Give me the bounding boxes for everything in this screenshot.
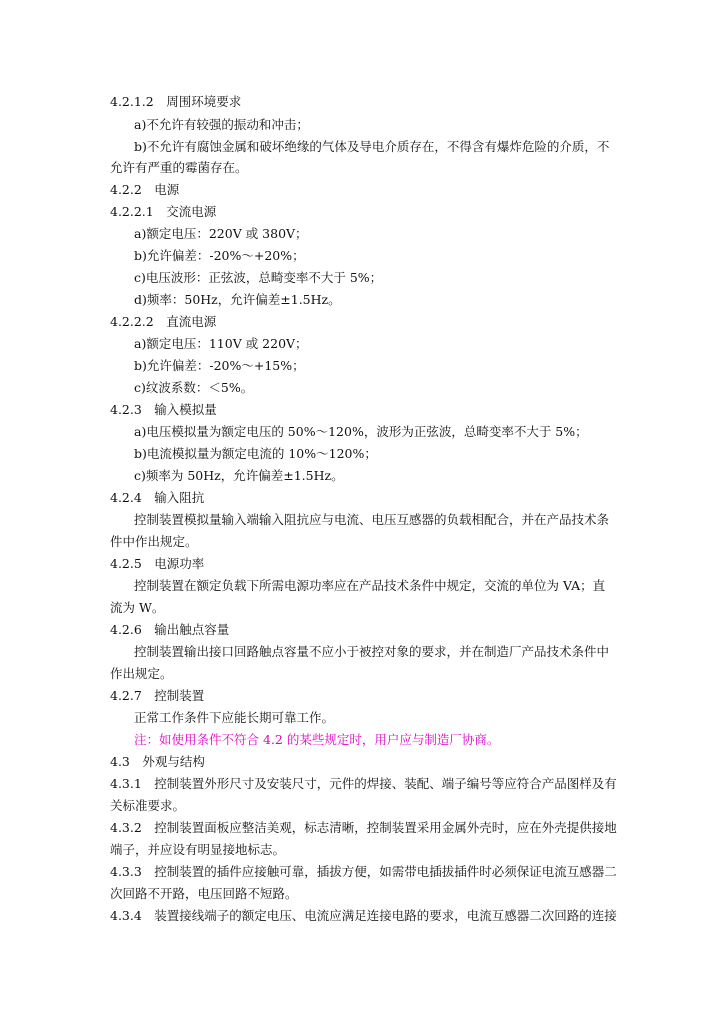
section-text-4-3-1: 4.3.1 控制装置外形尺寸及安装尺寸，元件的焊接、装配、端子编号等应符合产品图样及有 <box>110 776 617 791</box>
text-line: a)额定电压：220V 或 380V； <box>134 226 308 241</box>
text-line: 正常工作条件下应能长期可靠工作。 <box>134 710 335 725</box>
section-heading-4-2-7: 4.2.7 控制装置 <box>110 688 205 703</box>
text-line: 次回路不开路，电压回路不短路。 <box>110 886 298 901</box>
section-text-4-3-2: 4.3.2 控制装置面板应整洁美观，标志清晰，控制装置采用金属外壳时，应在外壳提供接地 <box>110 820 617 835</box>
text-line: c)纹波系数：＜5%。 <box>134 380 254 395</box>
section-text-4-3-3: 4.3.3 控制装置的插件应接触可靠，插拔方便，如需带电插拔插件时必须保证电流互感器二 <box>110 864 617 879</box>
text-line: 控制装置在额定负载下所需电源功率应在产品技术条件中规定，交流的单位为 VA；直 <box>134 578 606 593</box>
text-line: b)允许偏差：-20%～+15%； <box>134 358 305 373</box>
text-line: d)频率：50Hz，允许偏差±1.5Hz。 <box>134 292 341 307</box>
text-line: c)电压波形：正弦波，总畸变率不大于 5%； <box>134 270 383 285</box>
section-heading-4-2-6: 4.2.6 输出触点容量 <box>110 622 230 637</box>
section-text-4-3-4: 4.3.4 装置接线端子的额定电压、电流应满足连接电路的要求，电流互感器二次回路的连接 <box>110 908 617 923</box>
section-heading-4-2-2: 4.2.2 电源 <box>110 182 180 197</box>
text-line: 端子，并应设有明显接地标志。 <box>110 842 286 857</box>
note-line: 注：如使用条件不符合 4.2 的某些规定时，用户应与制造厂协商。 <box>134 732 500 747</box>
text-line: 允许有严重的霉菌存在。 <box>110 160 248 175</box>
section-heading-4-2-2-1: 4.2.2.1 交流电源 <box>110 204 217 219</box>
section-heading-4-2-4: 4.2.4 输入阻抗 <box>110 490 205 505</box>
text-line: 控制装置模拟量输入端输入阻抗应与电流、电压互感器的负载相配合，并在产品技术条 <box>134 512 610 527</box>
section-heading-4-2-3: 4.2.3 输入模拟量 <box>110 402 217 417</box>
text-line: 件中作出规定。 <box>110 534 198 549</box>
text-line: 控制装置输出接口回路触点容量不应小于被控对象的要求，并在制造厂产品技术条件中 <box>134 644 610 659</box>
text-line: b)电流模拟量为额定电流的 10%～120%； <box>134 446 377 461</box>
section-heading-4-3: 4.3 外观与结构 <box>110 754 205 769</box>
text-line: a)电压模拟量为额定电压的 50%～120%，波形为正弦波，总畸变率不大于 5%； <box>134 424 588 439</box>
text-line: 流为 W。 <box>110 600 165 615</box>
text-line: 关标准要求。 <box>110 798 186 813</box>
section-heading-4-2-2-2: 4.2.2.2 直流电源 <box>110 314 217 329</box>
text-line: a)额定电压：110V 或 220V； <box>134 336 308 351</box>
text-line: b)允许偏差：-20%～+20%； <box>134 248 305 263</box>
text-line: 作出规定。 <box>110 666 173 681</box>
text-line: c)频率为 50Hz，允许偏差±1.5Hz。 <box>134 468 344 483</box>
section-heading-4-2-1-2: 4.2.1.2 周围环境要求 <box>110 94 242 109</box>
section-heading-4-2-5: 4.2.5 电源功率 <box>110 556 205 571</box>
text-line: a)不允许有较强的振动和冲击； <box>134 117 309 132</box>
text-line: b)不允许有腐蚀金属和破坏绝缘的气体及导电介质存在，不得含有爆炸危险的介质，不 <box>134 139 610 154</box>
